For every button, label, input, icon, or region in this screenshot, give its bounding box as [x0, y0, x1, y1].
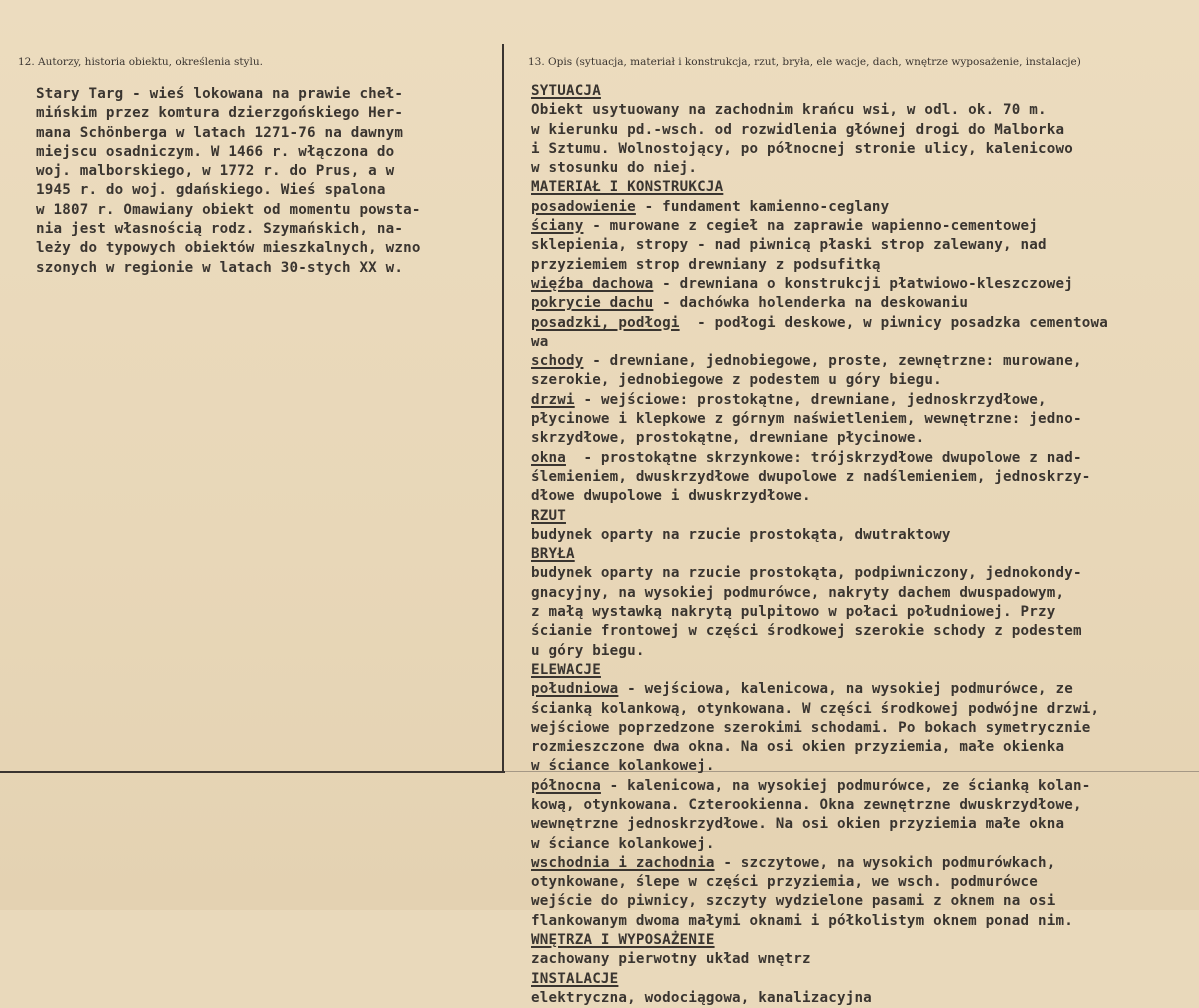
- description-text-run: sklepienia, stropy - nad piwnicą płaski strop zalewany, nad: [531, 237, 1047, 254]
- description-text-run: budynek oparty na rzucie prostokąta, podpiwniczony, jednokondy-: [531, 565, 1082, 582]
- section-label: schody: [531, 353, 584, 370]
- section-13-header: 13. Opis (sytuacja, materiał i konstrukcja, rzut, bryła, ele wacje, dach, wnętrze wyposażenie, instalacje): [528, 56, 1081, 68]
- description-line: [531, 371, 1199, 390]
- description-text-run: w ściance kolankowej.: [531, 835, 715, 852]
- section-label: pokrycie dachu: [531, 295, 654, 312]
- description-line: [531, 719, 1199, 738]
- description-line: [531, 622, 1199, 641]
- section-label: posadzki, podłogi: [531, 314, 680, 331]
- history-line: leży do typowych obiektów mieszkalnych, wzno: [36, 240, 421, 257]
- description-text-run: rozmieszczone dwa okna. Na osi okien przyziemia, małe okienka: [531, 739, 1065, 756]
- section-label: RZUT: [531, 507, 566, 524]
- history-line: szonych w regionie w latach 30-stych XX w.: [36, 259, 404, 276]
- description-line: [531, 178, 1199, 197]
- description-line: [531, 584, 1199, 603]
- section-bottom-rule: [0, 771, 505, 773]
- description-line: [531, 159, 1199, 178]
- description-text-run: ścianką kolankową, otynkowana. W części środkowej podwójne drzwi,: [531, 700, 1100, 717]
- description-text-run: otynkowane, ślepe w części przyziemia, we wsch. podmurówce: [531, 874, 1039, 891]
- description-text-run: skrzydłowe, prostokątne, drewniane płycinowe.: [531, 430, 925, 447]
- description-text: [531, 82, 1199, 1008]
- section-label: posadowienie: [531, 198, 636, 215]
- description-line: [531, 487, 1199, 506]
- description-text-run: - drewniana o konstrukcji płatwiowo-kleszczowej: [653, 275, 1073, 292]
- description-line: [531, 873, 1199, 892]
- section-label: południowa: [531, 681, 619, 698]
- description-text-run: - fundament kamienno-ceglany: [635, 198, 890, 215]
- description-line: [531, 449, 1199, 468]
- section-label: więźba dachowa: [531, 275, 654, 292]
- description-line: [531, 931, 1199, 950]
- section-label: północna: [531, 777, 601, 794]
- history-line: 1945 r. do woj. gdańskiego. Wieś spalona: [36, 182, 386, 199]
- description-line: [531, 796, 1199, 815]
- description-line: [531, 410, 1199, 429]
- description-line: [531, 236, 1199, 255]
- description-text-run: w stosunku do niej.: [531, 160, 698, 177]
- history-line: mana Schönberga w latach 1271-76 na dawnym: [36, 124, 404, 141]
- description-line: [531, 564, 1199, 583]
- section-label: SYTUACJA: [531, 83, 601, 99]
- history-line: nia jest własnością rodz. Szymańskich, na-: [36, 221, 404, 238]
- description-line: [531, 950, 1199, 969]
- description-text-run: - murowane z cegieł na zaprawie wapienno-cementowej: [583, 218, 1039, 235]
- description-text-run: - wejściowa, kalenicowa, na wysokiej podmurówce, ze: [618, 681, 1073, 698]
- description-line: [531, 700, 1199, 719]
- section-label: BRYŁA: [531, 546, 575, 563]
- description-line: [531, 680, 1199, 699]
- history-text: [36, 85, 421, 278]
- description-text-run: w ściance kolankowej.: [531, 758, 715, 775]
- description-text-run: elektryczna, wodociągowa, kanalizacyjna: [531, 989, 872, 1006]
- description-line: [531, 275, 1199, 294]
- column-divider: [502, 44, 504, 772]
- description-line: [531, 757, 1199, 776]
- description-line: [531, 854, 1199, 873]
- description-line: [531, 507, 1199, 526]
- description-line: [531, 545, 1199, 564]
- description-line: [531, 294, 1199, 313]
- description-line: [531, 217, 1199, 236]
- description-text-run: - szczytowe, na wysokich podmurówkach,: [714, 854, 1056, 871]
- description-text-run: dłowe dwupolowe i dwuskrzydłowe.: [531, 488, 811, 505]
- description-line: [531, 101, 1199, 120]
- description-line: [531, 912, 1199, 931]
- section-label: INSTALACJE: [531, 970, 619, 987]
- description-text-run: - prostokątne skrzynkowe: trójskrzydłowe dwupolowe z nad-: [565, 449, 1082, 466]
- description-text-run: ścianie frontowej w części środkowej szerokie schody z podestem: [531, 623, 1082, 640]
- section-label: okna: [531, 449, 566, 466]
- section-label: WNĘTRZA I WYPOSAŻENIE: [531, 932, 715, 949]
- description-line: [531, 835, 1199, 854]
- description-text-run: gnacyjny, na wysokiej podmurówce, nakryty dachem dwuspadowym,: [531, 584, 1065, 601]
- history-line: miejscu osadniczym. W 1466 r. włączona do: [36, 143, 395, 160]
- description-text-run: - kalenicowa, na wysokiej podmurówce, ze ścianką kolan-: [600, 777, 1091, 794]
- section-label: drzwi: [531, 391, 575, 408]
- description-line: [531, 738, 1199, 757]
- description-line: [531, 429, 1199, 448]
- description-line: [531, 468, 1199, 487]
- description-line: [531, 140, 1199, 159]
- description-line: [531, 892, 1199, 911]
- description-line: [531, 352, 1199, 371]
- description-line: [531, 603, 1199, 622]
- description-text-run: Obiekt usytuowany na zachodnim krańcu wsi, w odl. ok. 70 m.: [531, 102, 1047, 119]
- history-line: Stary Targ - wieś lokowana na prawie cheł-: [36, 86, 404, 102]
- description-text-run: przyziemiem strop drewniany z podsufitką: [531, 256, 881, 273]
- description-line: [531, 314, 1199, 333]
- description-line: [531, 989, 1199, 1008]
- history-line: woj. malborskiego, w 1772 r. do Prus, a w: [36, 163, 395, 180]
- description-text-run: budynek oparty na rzucie prostokąta, dwutraktowy: [531, 526, 951, 543]
- description-text-run: i Sztumu. Wolnostojący, po północnej stronie ulicy, kalenicowo: [531, 140, 1073, 157]
- description-text-run: z małą wystawką nakrytą pulpitowo w połaci południowej. Przy: [531, 604, 1056, 621]
- description-line: [531, 642, 1199, 661]
- description-line: [531, 815, 1199, 834]
- description-text-run: - drewniane, jednobiegowe, proste, zewnętrzne: murowane,: [583, 353, 1082, 370]
- description-line: [531, 82, 1199, 101]
- description-line: [531, 391, 1199, 410]
- description-text-run: u góry biegu.: [531, 642, 645, 659]
- description-text-run: wewnętrzne jednoskrzydłowe. Na osi okien przyziemia małe okna: [531, 816, 1065, 833]
- description-line: [531, 526, 1199, 545]
- description-text-run: kową, otynkowana. Czterookienna. Okna zewnętrzne dwuskrzydłowe,: [531, 796, 1082, 813]
- description-text-run: płycinowe i klepkowe z górnym naświetleniem, wewnętrzne: jedno-: [531, 411, 1082, 428]
- description-text-run: w kierunku pd.-wsch. od rozwidlenia głównej drogi do Malborka: [531, 121, 1065, 138]
- section-label: MATERIAŁ I KONSTRUKCJA: [531, 179, 724, 196]
- history-line: mińskim przez komtura dzierzgońskiego Her-: [36, 105, 404, 122]
- history-line: w 1807 r. Omawiany obiekt od momentu powsta-: [36, 201, 421, 218]
- section-label: ściany: [531, 218, 584, 235]
- description-text-run: szerokie, jednobiegowe z podestem u góry biegu.: [531, 372, 942, 389]
- description-line: [531, 121, 1199, 140]
- description-text-run: wa: [531, 333, 549, 350]
- description-line: [531, 661, 1199, 680]
- description-line: [531, 970, 1199, 989]
- description-line: [531, 198, 1199, 217]
- description-text-run: wejściowe poprzedzone szerokimi schodami. Po bokach symetrycznie: [531, 719, 1091, 736]
- section-label: wschodnia i zachodnia: [531, 854, 715, 871]
- section-label: ELEWACJE: [531, 661, 601, 678]
- description-text-run: wejście do piwnicy, szczyty wydzielone pasami z oknem na osi: [531, 893, 1056, 910]
- description-text-run: - wejściowe: prostokątne, drewniane, jednoskrzydłowe,: [574, 391, 1047, 408]
- description-line: [531, 777, 1199, 796]
- description-text-run: - dachówka holenderka na deskowaniu: [653, 295, 969, 312]
- description-text-run: - podłogi deskowe, w piwnicy posadzka cementowa: [679, 314, 1108, 331]
- section-12-header: 12. Autorzy, historia obiektu, określenia stylu.: [18, 56, 263, 68]
- description-line: [531, 333, 1199, 352]
- description-text-run: flankowanym dwoma małymi oknami i półkolistym oknem ponad nim.: [531, 912, 1073, 929]
- description-text-run: ślemieniem, dwuskrzydłowe dwupolowe z nadślemieniem, jednoskrzy-: [531, 468, 1091, 485]
- description-line: [531, 256, 1199, 275]
- description-text-run: zachowany pierwotny układ wnętrz: [531, 951, 811, 968]
